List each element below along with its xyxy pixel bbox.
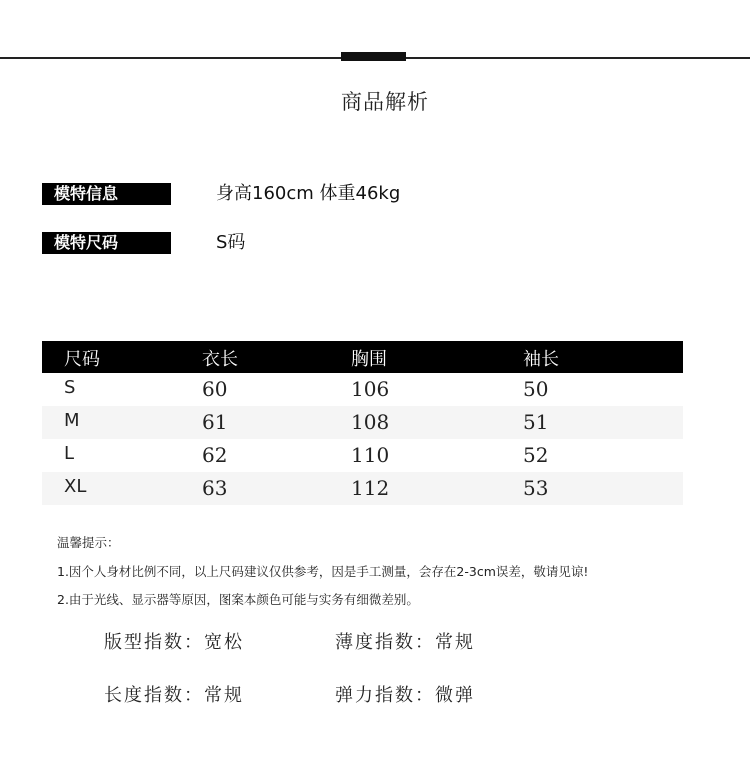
fit-index: 版型指数：宽松 [104, 632, 244, 653]
chest-cell: 110 [351, 443, 390, 467]
elasticity-index: 弹力指数：微弹 [335, 685, 475, 706]
model-size-label: 模特尺码 [42, 232, 171, 254]
header-sleeve: 袖长 [523, 349, 559, 370]
size-cell: L [64, 443, 75, 464]
sleeve-cell: 53 [523, 476, 549, 500]
notes-line: 2.由于光线、显示器等原因，图案本颜色可能与实务有细微差别。 [57, 592, 419, 607]
sleeve-cell: 50 [523, 377, 549, 401]
length-cell: 61 [202, 410, 228, 434]
page-title: 商品解析 [341, 90, 429, 114]
chest-cell: 106 [351, 377, 390, 401]
size-table [42, 341, 683, 505]
chest-cell: 108 [351, 410, 390, 434]
size-cell: XL [64, 476, 87, 497]
model-info-value: 身高160cm 体重46kg [216, 183, 401, 204]
notes-heading: 温馨提示： [57, 535, 120, 550]
header-chest: 胸围 [351, 349, 387, 370]
length-index: 长度指数：常规 [104, 685, 244, 706]
length-cell: 60 [202, 377, 228, 401]
sleeve-cell: 52 [523, 443, 549, 467]
notes-line: 1.因个人身材比例不同，以上尺码建议仅供参考，因是手工测量，会存在2-3cm误差，敬请见谅! [57, 564, 589, 579]
table-row [42, 373, 683, 406]
length-cell: 62 [202, 443, 228, 467]
table-row [42, 472, 683, 505]
length-cell: 63 [202, 476, 228, 500]
table-row [42, 439, 683, 472]
size-cell: M [64, 410, 80, 431]
size-cell: S [64, 377, 76, 398]
sleeve-cell: 51 [523, 410, 549, 434]
model-info-label: 模特信息 [42, 183, 171, 205]
chest-cell: 112 [351, 476, 390, 500]
model-size-value: S码 [216, 232, 246, 253]
table-header [42, 341, 683, 373]
header-length: 衣长 [202, 349, 238, 370]
table-row [42, 406, 683, 439]
top-divider-accent [341, 52, 406, 61]
thickness-index: 薄度指数：常规 [335, 632, 475, 653]
header-size: 尺码 [64, 349, 100, 370]
